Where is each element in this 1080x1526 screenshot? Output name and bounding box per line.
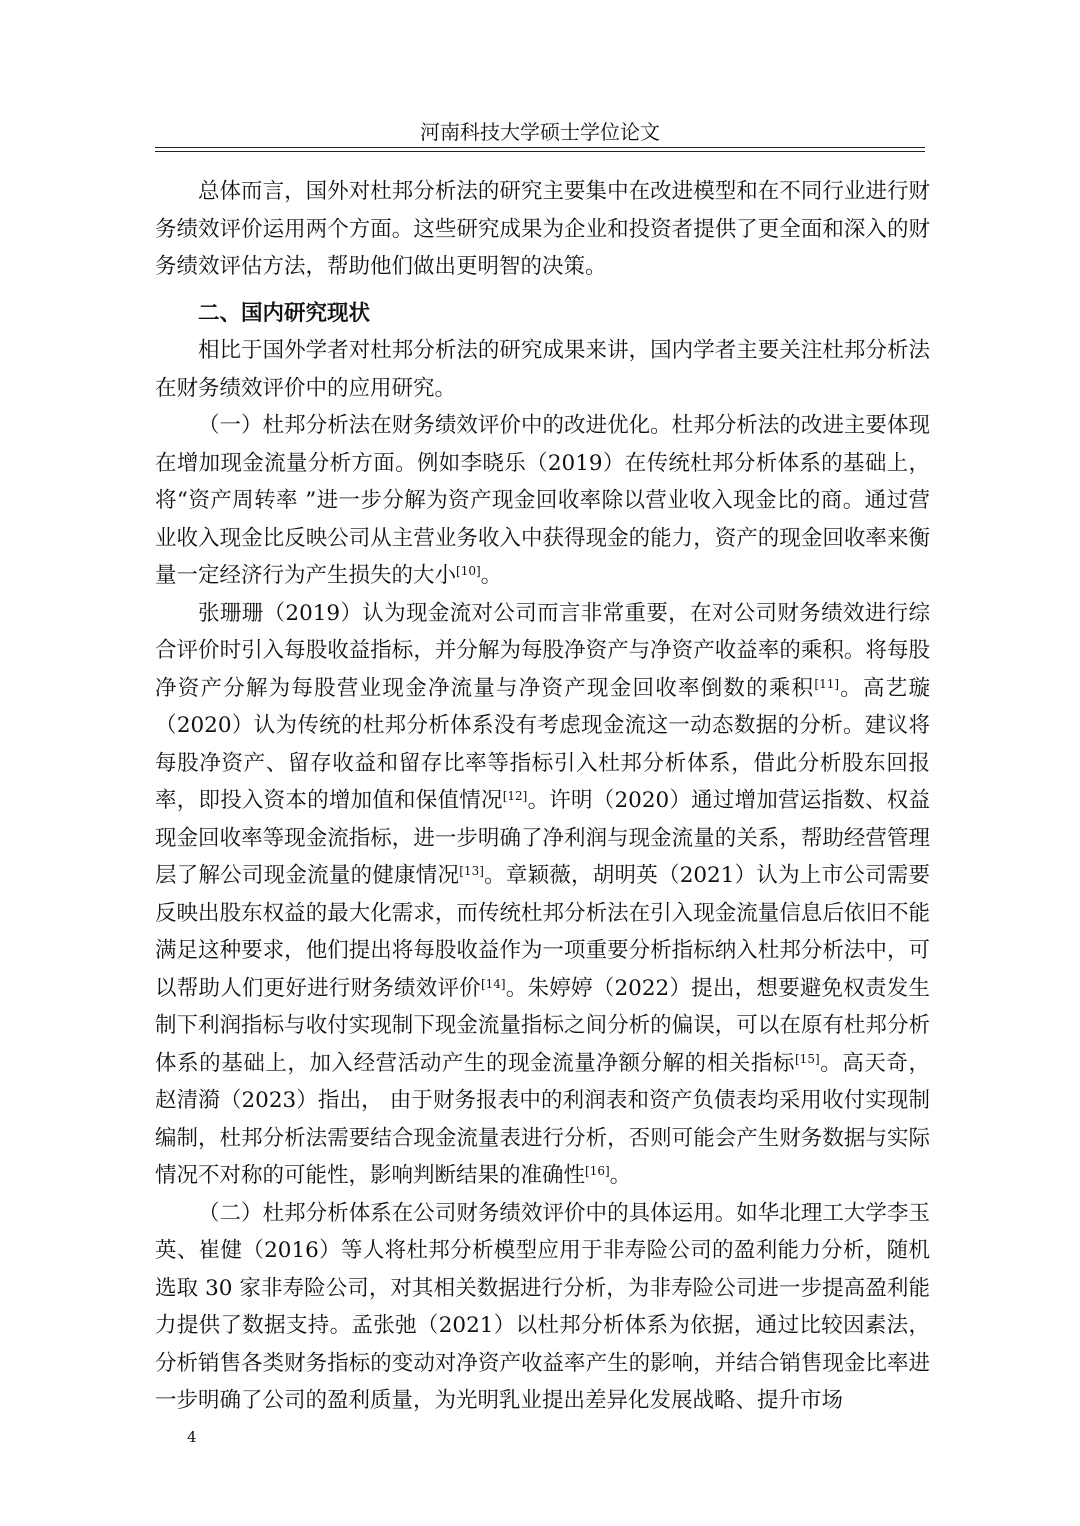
citation-ref: [13] xyxy=(459,864,484,878)
running-header: 河南科技大学硕士学位论文 xyxy=(420,120,660,144)
paragraph-text: 。章颖薇，胡明英（2021）认为上市公司需要反映出股东权益的最大化需求，而传统杜邦分析法在引入现金流量信息后依旧不能满足这种要求，他们提出将每股收益作为一项重要分析指标纳入杜邦分析法中，可以帮助人们更好进行财务绩效评价 xyxy=(155,863,930,1001)
page-number: 4 xyxy=(187,1428,197,1446)
paragraph-text: 。许明（2020）通过增加营运指数、权益现金回收率等现金流指标，进一步明确了净利润与现金流量的关系，帮助经营管理层了解公司现金流量的健康情况 xyxy=(155,788,930,888)
paragraph-text: 。朱婷婷（2022）提出，想要避免权责发生制下利润指标与收付实现制下现金流量指标之间分析的偏误，可以在原有杜邦分析体系的基础上，加入经营活动产生的现金流量净额分解的相关指标 xyxy=(155,975,930,1076)
section-heading: 二、国内研究现状 xyxy=(198,300,371,326)
citation-ref: [16] xyxy=(585,1164,610,1178)
citation-ref: [15] xyxy=(795,1051,820,1066)
header-rule-thin xyxy=(155,151,925,152)
paragraph-text: （一）杜邦分析法在财务绩效评价中的改进优化。杜邦分析法的改进主要体现在增加现金流量分析方面。例如李晓乐（2019）在传统杜邦分析体系的基础上，将“资产周转率 ”进一步分解为资产现金回收率除以营业收入现金比的商。通过营业收入现金比反映公司从主营业务收入中获得现金的能力，资产的现金回收率来衡量一定经济行为产生损失的大小 xyxy=(155,413,930,588)
paragraph-text: 。高天奇，赵清漪（2023）指出， 由于财务报表中的利润表和资产负债表均采用收付实现制编制，杜邦分析法需要结合现金流量表进行分析，否则可能会产生财务数据与实际情况不对称的可能性，影响判断结果的准确性 xyxy=(155,1050,930,1188)
header-rule-thick xyxy=(155,147,925,148)
paragraph-summary: 总体而言，国外对杜邦分析法的研究主要集中在改进模型和在不同行业进行财务绩效评价运用两个方面。这些研究成果为企业和投资者提供了更全面和深入的财务绩效评估方法，帮助他们做出更明智的决策。 xyxy=(155,179,930,279)
citation-ref: [14] xyxy=(480,976,506,991)
paragraph-text: 。高艺璇（2020）认为传统的杜邦分析体系没有考虑现金流这一动态数据的分析。建议将每股净资产、留存收益和留存比率等指标引入杜邦分析体系，借此分析股东回报率，即投入资本的增加值和保值情况 xyxy=(155,675,930,813)
paragraph-application: （二）杜邦分析体系在公司财务绩效评价中的具体运用。如华北理工大学李玉英、崔健（2016）等人将杜邦分析模型应用于非寿险公司的盈利能力分析，随机选取 30 家非寿险公司，对其相关数据进行分析，为非寿险公司进一步提高盈利能力提供了数据支持。孟张弛（2021）以杜邦分析体系为依据，通过比较因素法，分析销售各类财务指标的变动对净资产收益率产生的影响，并结合销售现金比率进一步明确了公司的盈利质量，为光明乳业提出差异化发展战略、提升市场 xyxy=(155,1200,930,1413)
paragraph-domestic-intro: 相比于国外学者对杜邦分析法的研究成果来讲，国内学者主要关注杜邦分析法在财务绩效评价中的应用研究。 xyxy=(155,338,930,401)
body-text xyxy=(155,173,930,1420)
paragraph-text: 。 xyxy=(480,563,503,588)
paragraph-text: 。 xyxy=(609,1163,632,1188)
paragraph-cashflow-studies xyxy=(155,595,930,1195)
citation-ref: [12] xyxy=(502,789,528,803)
paragraph-improvement xyxy=(155,407,930,595)
paragraph-text: 张珊珊（2019）认为现金流对公司而言非常重要，在对公司财务绩效进行综合评价时引入每股收益指标，并分解为每股净资产与净资产收益率的乘积。将每股净资产分解为每股营业现金净流量与净资产现金回收率倒数的乘积 xyxy=(155,600,930,701)
citation-ref: [10] xyxy=(456,564,481,578)
citation-ref: [11] xyxy=(814,676,840,691)
